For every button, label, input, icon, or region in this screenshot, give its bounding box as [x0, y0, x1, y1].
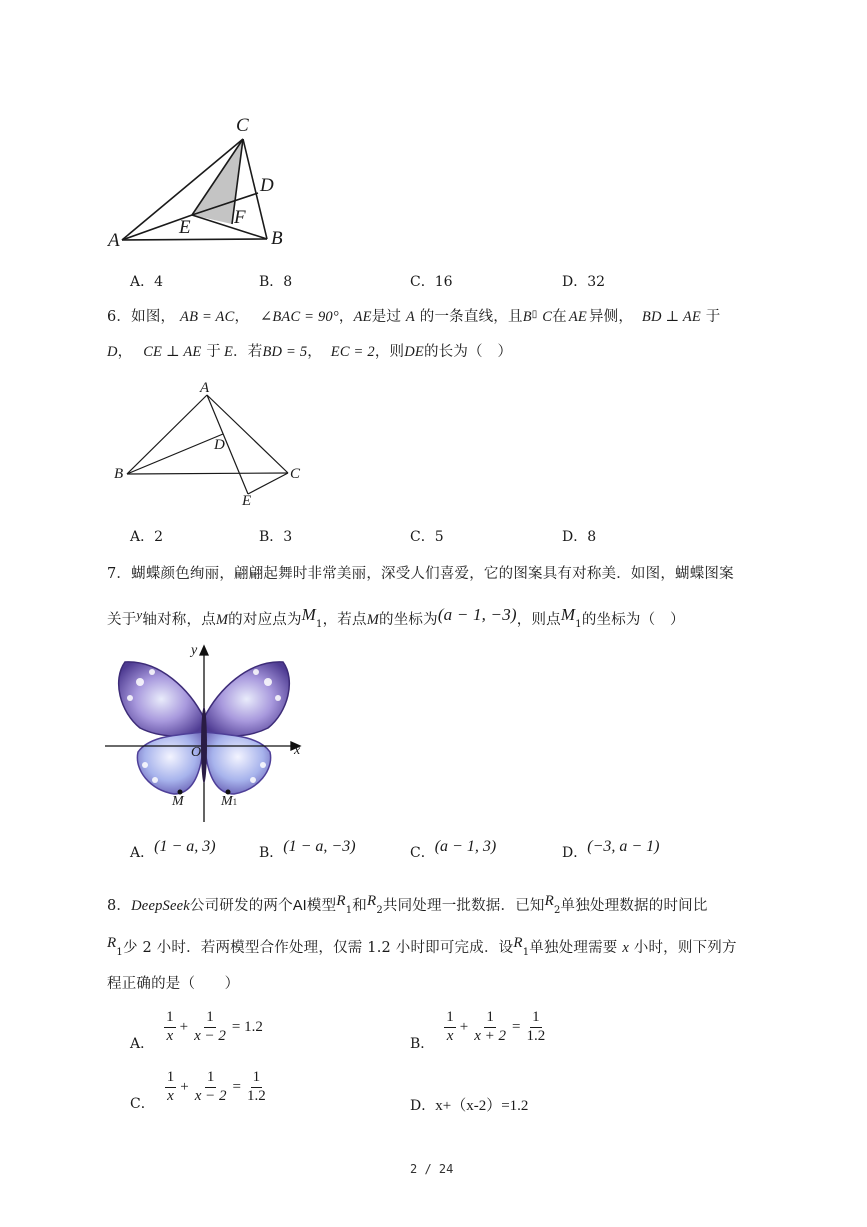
q6-text-line-1: 6．如图， AB = AC， ∠BAC = 90°，AE是过 A 的一条直线，且B▯ C在 AE 异侧， BD ⊥ AE 于 — [107, 309, 721, 325]
q8-text-line-3: 程正确的是（ ） — [107, 976, 240, 992]
q7-option-c[interactable]: C．(a − 1, 3) — [410, 838, 497, 861]
fig1-label-b: B — [271, 228, 283, 249]
fig1-label-a: A — [108, 230, 120, 251]
butterfly-body — [201, 707, 207, 783]
fig1-label-c: C — [236, 115, 249, 136]
q6-text-line-2: D， CE ⊥ AE 于 E．若BD = 5， EC = 2，则DE的长为（ ） — [107, 344, 513, 360]
triangle-figure-q6 — [110, 385, 310, 505]
page-number: 2 / 24 — [410, 1162, 454, 1176]
q5-option-c[interactable]: C．16 — [410, 274, 453, 290]
q7-option-b[interactable]: B．(1 − a, −3) — [259, 838, 356, 861]
q8-option-d[interactable]: D．x+（x-2）=1.2 — [410, 1098, 529, 1114]
q8-text-line-2: $R_1$少 2 小时．若两模型合作处理，仅需 1.2 小时即可完成．设$R_1$单独处理需要 x 小时，则下列方 — [107, 935, 737, 958]
q7-option-a[interactable]: A．(1 − a, 3) — [130, 838, 216, 861]
q7-text-line-2: 关于y轴对称，点M的对应点为$M_1$，若点M的坐标为(a − 1, −3)，则点$M_1$的坐标为（ ） — [107, 605, 685, 630]
fig2-label-b: B — [114, 466, 124, 482]
q6-option-d[interactable]: D．8 — [562, 529, 597, 545]
q8-option-c[interactable]: C． $\frac{1}{x}$ + $\frac{1}{x - 2}$ = $\frac{1}{1.2}$ — [130, 1069, 266, 1112]
fig2-label-c: C — [290, 466, 301, 482]
q5-option-d[interactable]: D．32 — [562, 274, 606, 290]
q6-option-c[interactable]: C．5 — [410, 529, 444, 545]
q8-text-line-1: 8．DeepSeek公司研发的两个AI模型$R_1$和$R_2$共同处理一批数据．已知$R_2$单独处理数据的时间比 — [107, 893, 708, 916]
fig3-label-m1: M1 — [221, 794, 238, 809]
fig1-label-e: E — [179, 217, 191, 238]
q5-option-a[interactable]: A．4 — [130, 274, 164, 290]
q8-option-a[interactable]: A． $\frac{1}{x}$ + $\frac{1}{x - 2}$ = 1.2 — [130, 1009, 263, 1052]
fig1-label-f: F — [234, 207, 246, 228]
q5-option-b[interactable]: B．8 — [259, 274, 293, 290]
fig2-label-a: A — [200, 380, 210, 396]
fig2-label-e: E — [242, 493, 252, 509]
fig3-label-x: x — [294, 743, 301, 758]
butterfly-figure — [100, 640, 310, 825]
fig3-label-y: y — [191, 643, 198, 658]
q6-option-a[interactable]: A．2 — [130, 529, 164, 545]
fig3-label-m: M — [172, 794, 184, 809]
q6-option-b[interactable]: B．3 — [259, 529, 293, 545]
q8-option-b[interactable]: B． $\frac{1}{x}$ + $\frac{1}{x + 2}$ = $\frac{1}{1.2}$ — [410, 1009, 546, 1052]
fig1-label-d: D — [260, 175, 274, 196]
q7-option-d[interactable]: D．(−3, a − 1) — [562, 838, 660, 861]
q7-text-line-1: 7．蝴蝶颜色绚丽，翩翩起舞时非常美丽，深受人们喜爱，它的图案具有对称美．如图，蝴蝶图案 — [107, 566, 734, 582]
fig3-label-o: O — [191, 745, 202, 760]
fig2-label-d: D — [214, 437, 225, 453]
